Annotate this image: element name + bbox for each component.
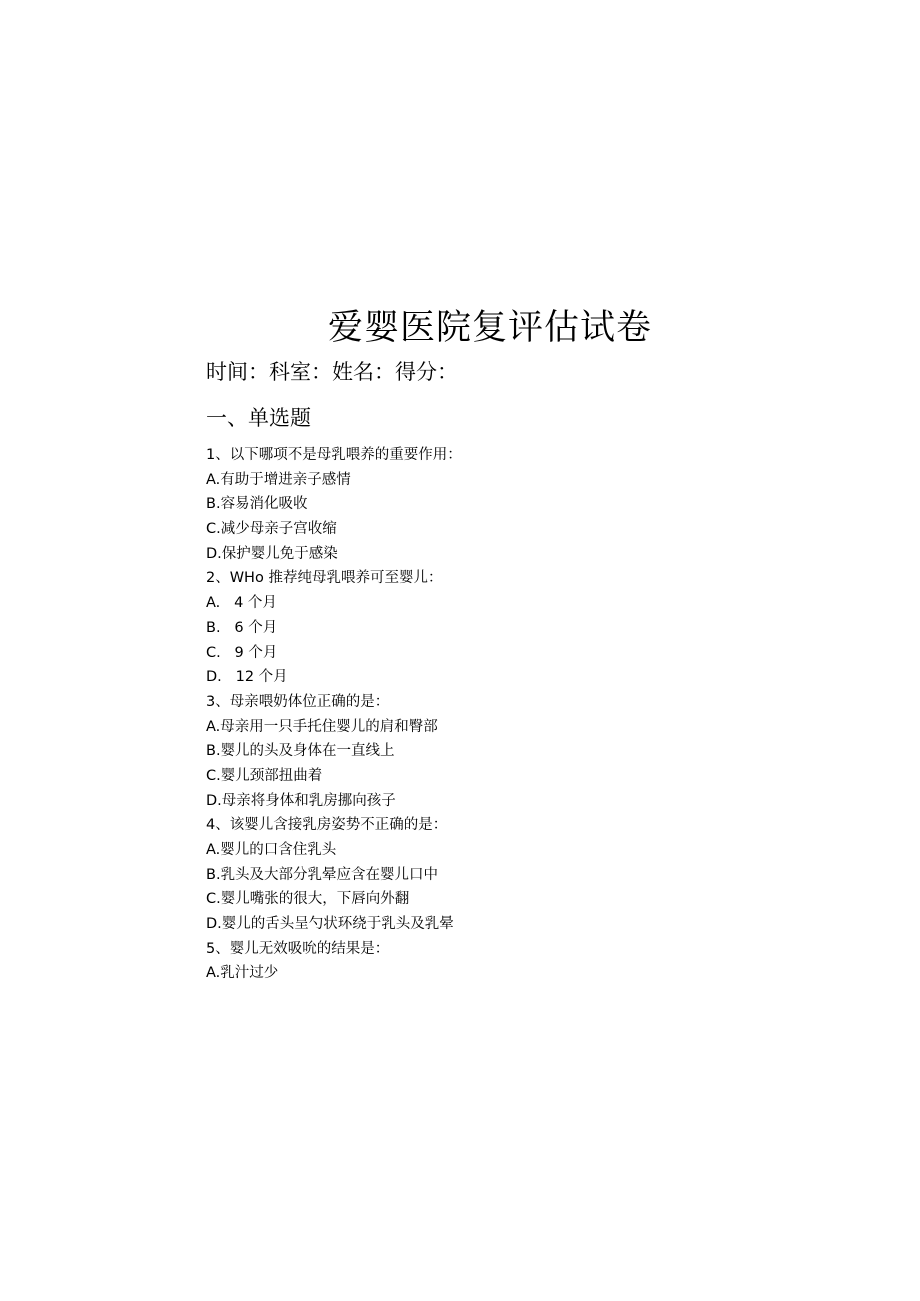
- option-line: [206, 863, 462, 888]
- line-text: 母亲喂奶体位正确的是：: [229, 693, 390, 710]
- line-label: C.: [206, 767, 221, 784]
- exam-title: 爱婴医院复评估试卷: [327, 308, 652, 348]
- line-label: C.: [206, 521, 221, 538]
- option-line: [206, 665, 462, 690]
- line-text: 保护婴儿免于感染: [221, 545, 338, 562]
- line-label: 4、: [206, 817, 230, 834]
- option-line: [206, 542, 462, 567]
- option-line: [206, 961, 462, 986]
- line-text: 婴儿无效吸吮的结果是：: [229, 940, 390, 957]
- question-line: [206, 690, 462, 715]
- option-line: [206, 492, 462, 517]
- line-label: B. 6: [206, 619, 244, 636]
- option-line: [206, 517, 462, 542]
- line-label: 5、: [206, 940, 230, 957]
- line-text: 母亲将身体和乳房挪向孩子: [221, 792, 396, 809]
- line-label: A.: [206, 965, 221, 982]
- line-text: 个月: [243, 644, 278, 661]
- line-label: D. 12: [206, 669, 255, 686]
- option-line: [206, 838, 462, 863]
- line-label: B.: [206, 743, 221, 760]
- line-label: 3、: [206, 693, 230, 710]
- line-label: B.: [206, 866, 221, 883]
- line-text: 乳汁过少: [220, 965, 279, 982]
- line-text: 婴儿的舌头呈勺状环绕于乳头及乳晕: [221, 916, 454, 933]
- option-line: [206, 764, 462, 789]
- line-label: A.: [206, 842, 221, 858]
- option-line: [206, 912, 462, 937]
- line-text: 婴儿的口含住乳头: [220, 842, 337, 858]
- line-text: 母亲用一只手托住婴儿的肩和臀部: [220, 718, 438, 735]
- question-line: [206, 937, 462, 962]
- line-label: A.: [206, 471, 221, 488]
- question-list: [206, 443, 462, 986]
- option-line: [206, 739, 462, 764]
- line-text: 减少母亲子宫收缩: [220, 521, 337, 538]
- line-text: 个月: [243, 595, 277, 612]
- option-line: [206, 715, 462, 740]
- option-line: [206, 641, 462, 666]
- question-line: [206, 813, 462, 838]
- line-label: D.: [206, 916, 222, 933]
- line-text: 该婴儿含接乳房姿势不正确的是：: [229, 817, 448, 834]
- line-label: A. 4: [206, 595, 244, 612]
- line-text: 容易消化吸收: [220, 496, 308, 513]
- line-text: 婴儿颈部扭曲着: [220, 767, 323, 784]
- line-text: 个月: [254, 669, 288, 686]
- line-label: D.: [206, 545, 222, 562]
- line-text: 婴儿嘴张的很大，下唇向外翻: [220, 891, 410, 908]
- line-label: 1、: [206, 447, 230, 463]
- option-line: [206, 591, 462, 616]
- line-text: 推荐纯母乳喂养可至婴儿：: [263, 570, 443, 587]
- line-label: 2、WHo: [206, 570, 264, 587]
- question-line: [206, 566, 462, 591]
- option-line: [206, 468, 462, 493]
- line-label: A.: [206, 718, 221, 735]
- line-text: 以下哪项不是母乳喂养的重要作用：: [229, 447, 462, 463]
- option-line: [206, 789, 462, 814]
- line-text: 个月: [243, 619, 278, 636]
- line-text: 有助于增进亲子感情: [220, 471, 351, 488]
- line-label: B.: [206, 496, 221, 513]
- line-label: C. 9: [206, 644, 244, 661]
- exam-info-line: 时间：科室：姓名：得分：: [206, 360, 458, 384]
- question-line: [206, 443, 462, 468]
- line-label: C.: [206, 891, 221, 908]
- section-heading: 一、单选题: [206, 406, 311, 430]
- line-text: 婴儿的头及身体在一直线上: [220, 743, 395, 760]
- line-label: D.: [206, 792, 222, 809]
- option-line: [206, 887, 462, 912]
- option-line: [206, 616, 462, 641]
- line-text: 乳头及大部分乳晕应含在婴儿口中: [220, 866, 439, 883]
